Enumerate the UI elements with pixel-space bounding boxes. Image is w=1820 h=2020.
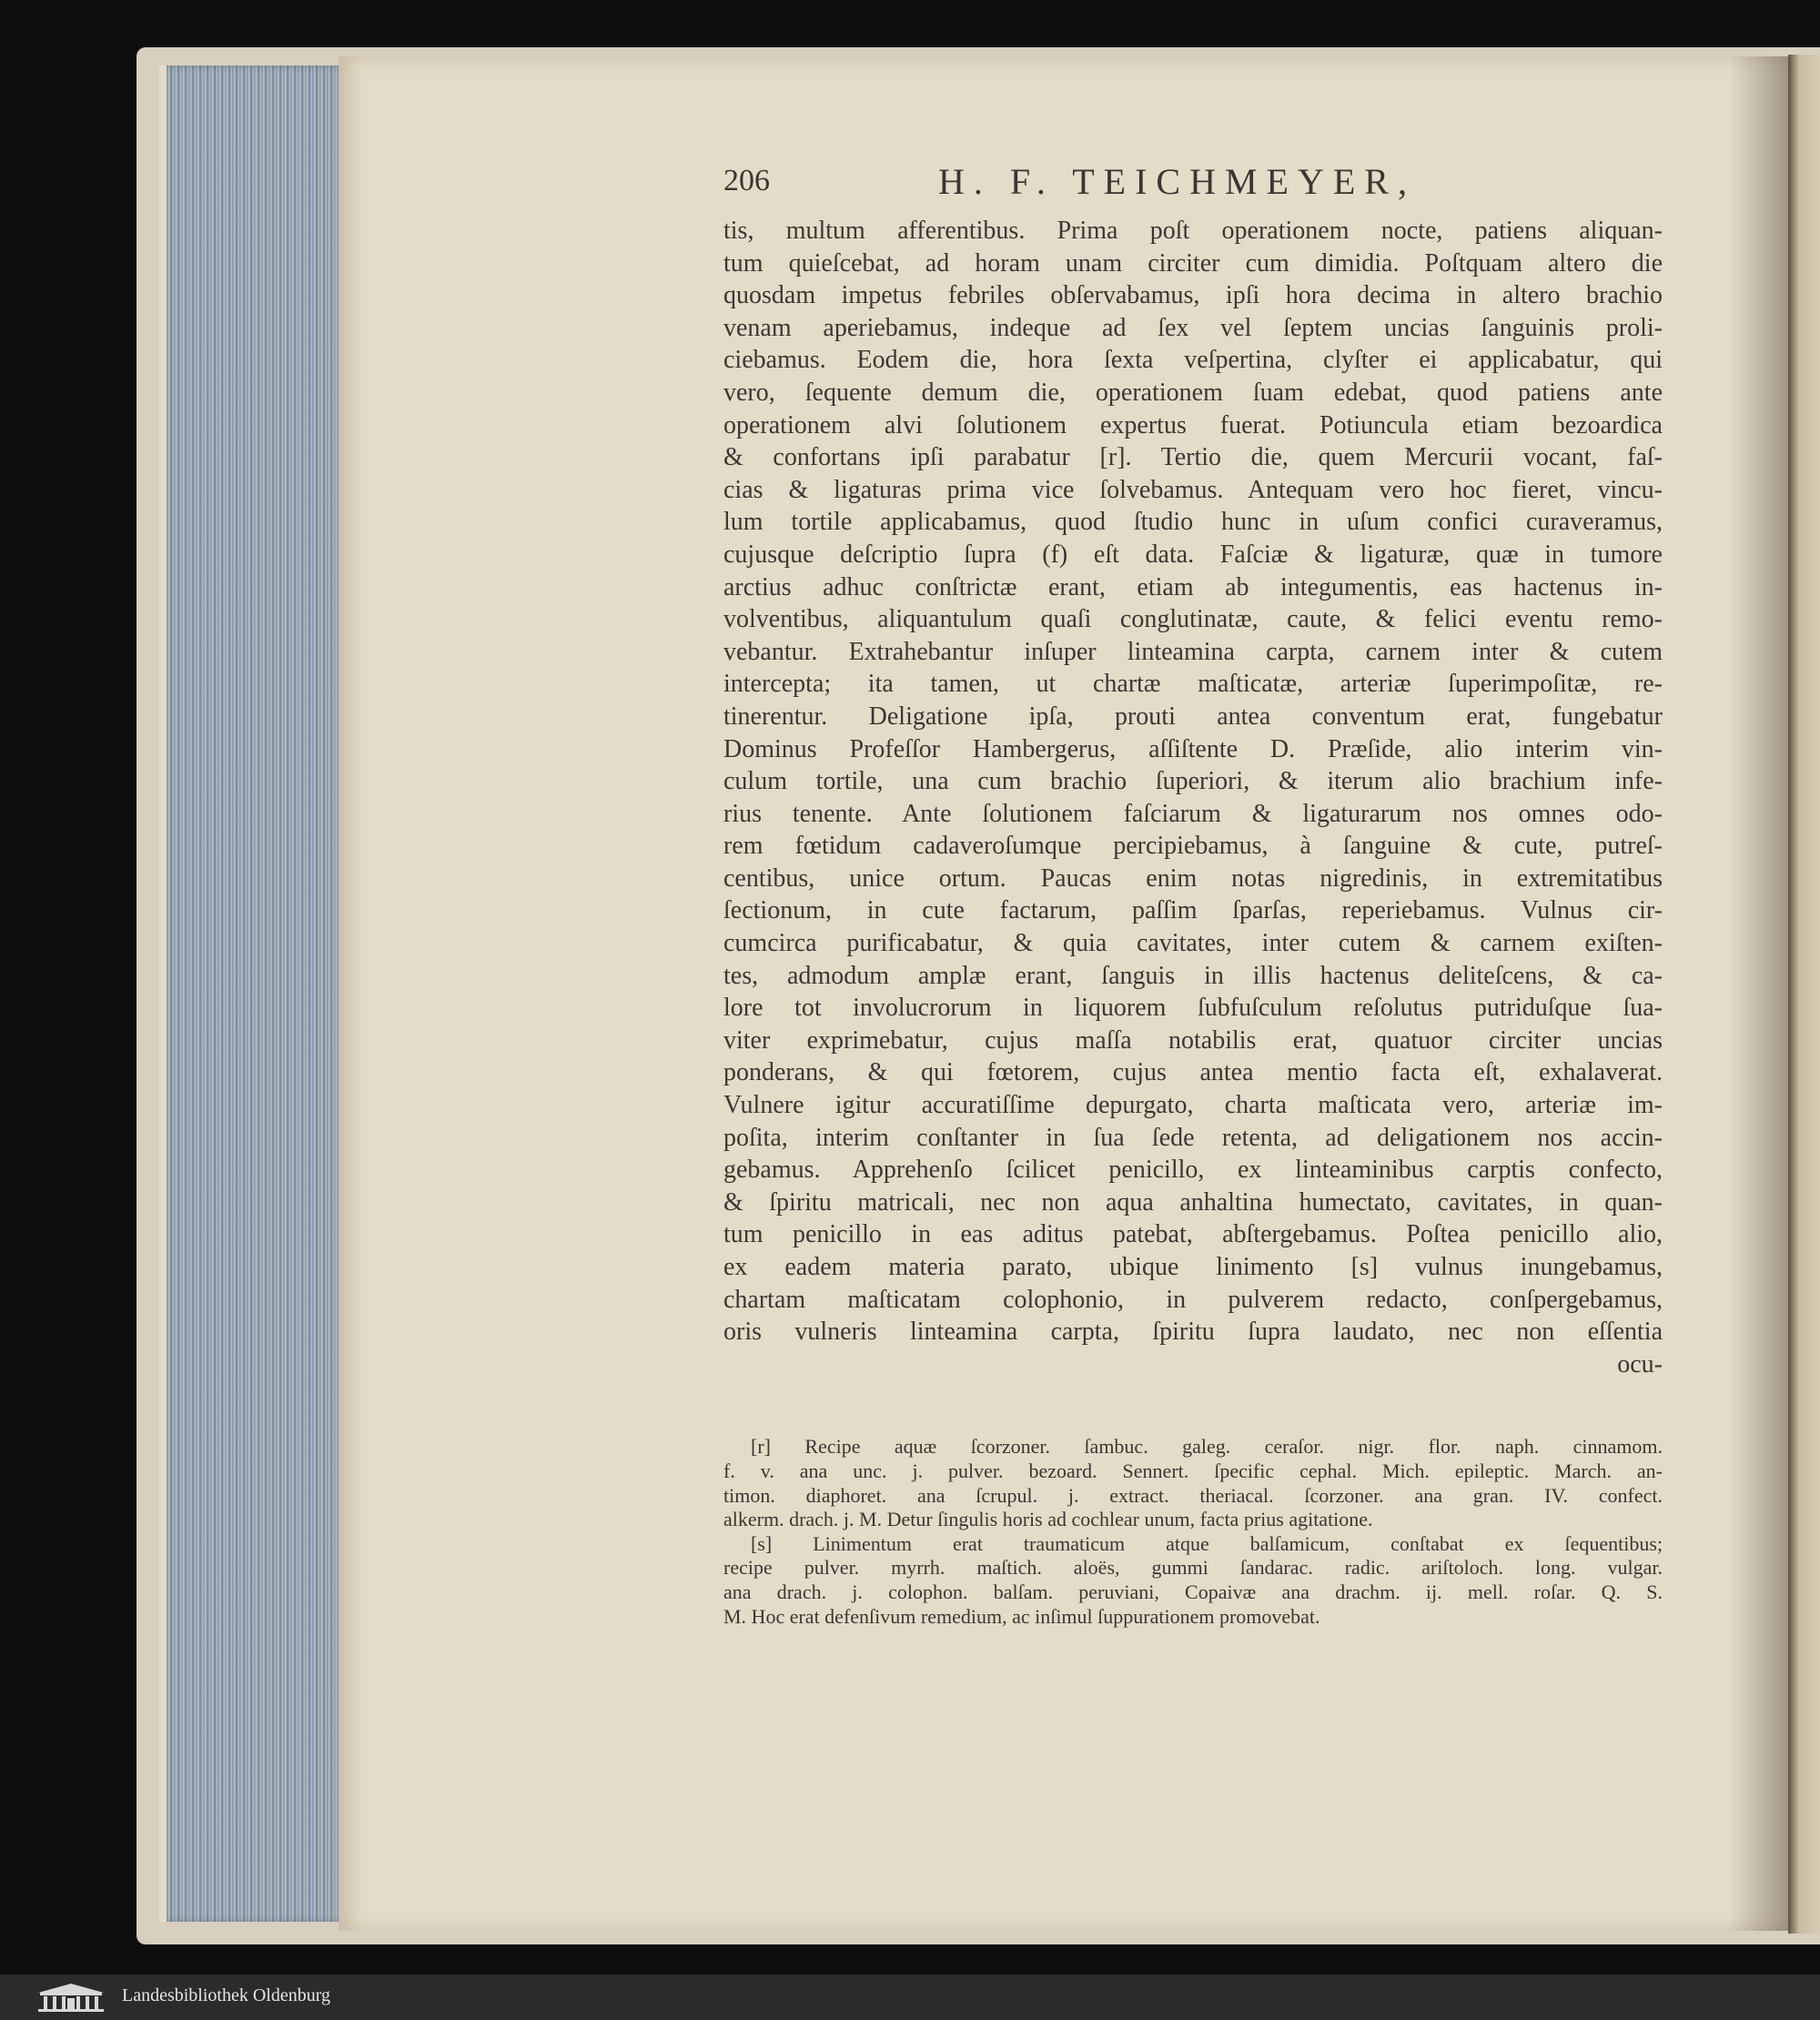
footnote-line: alkerm. drach. j. M. Detur ſingulis horis ad cochlear unum, facta prius agitatione.: [723, 1508, 1373, 1531]
body-line: cias & ligaturas prima vice ſolvebamus. Antequam vero hoc fieret, vincu-: [723, 475, 1663, 504]
body-line: ocu-: [1617, 1349, 1663, 1379]
gutter-shadow: [1729, 56, 1793, 1931]
facing-page-edge: [1788, 55, 1820, 1934]
body-line: ponderans, & qui fœtorem, cujus antea mentio facta eſt, exhalaverat.: [723, 1058, 1663, 1087]
footnote-line: f. v. ana unc. j. pulver. bezoard. Sennert. ſpecific cephal. Mich. epileptic. March. an-: [723, 1459, 1663, 1482]
body-line: oris vulneris linteamina carpta, ſpiritu ſupra laudato, nec non eſſentia: [723, 1318, 1663, 1347]
body-text: [723, 215, 1663, 1380]
running-head: H. F. TEICHMEYER,: [938, 161, 1416, 202]
page-text-block: [723, 157, 1663, 1629]
body-line: tes, admodum amplæ erant, ſanguis in illis hactenus deliteſcens, & ca-: [723, 961, 1663, 990]
library-building-icon: [36, 1982, 106, 2013]
body-line: vebantur. Extrahebantur inſuper linteamina carpta, carnem inter & cutem: [723, 637, 1663, 666]
body-line: ex eadem materia parato, ubique linimento [s] vulnus inungebamus,: [723, 1253, 1663, 1281]
body-line: tum penicillo in eas aditus patebat, abſtergebamus. Poſtea penicillo alio,: [723, 1220, 1663, 1249]
body-line: centibus, unice ortum. Paucas enim notas nigredinis, in extremitatibus: [723, 864, 1663, 893]
body-line: intercepta; ita tamen, ut chartæ maſticatæ, arteriæ ſuperimpoſitæ, re-: [723, 670, 1663, 699]
footnote-line: ana drach. j. colophon. balſam. peruviani, Copaivæ ana drachm. ij. mell. roſar. Q. S.: [723, 1580, 1663, 1603]
body-line: tinerentur. Deligatione ipſa, prouti antea conventum erat, fungebatur: [723, 702, 1663, 731]
body-line: cumcirca purificabatur, & quia cavitates, inter cutem & carnem exiſten-: [723, 929, 1663, 958]
body-line: tis, multum afferentibus. Prima poſt operationem nocte, patiens aliquan-: [723, 217, 1663, 245]
footnote-line: M. Hoc erat defenſivum remedium, ac inſimul ſuppurationem promovebat.: [723, 1604, 1320, 1628]
page-number: 206: [723, 164, 770, 197]
body-line: lore tot involucrorum in liquorem ſubfuſculum reſolutus putriduſque ſua-: [723, 994, 1663, 1023]
body-line: Dominus Profeſſor Hambergerus, aſſiſtente D. Præſide, alio interim vin-: [723, 734, 1663, 763]
body-line: volventibus, aliquantulum quaſi conglutinatæ, caute, & felici eventu remo-: [723, 605, 1663, 634]
footnotes: [723, 1435, 1663, 1629]
body-line: Vulnere igitur accuratiſſime depurgato, charta maſticata vero, arteriæ im-: [723, 1091, 1663, 1120]
body-line: chartam maſticatam colophonio, in pulverem redacto, conſpergebamus,: [723, 1285, 1663, 1314]
body-line: rius tenente. Ante ſolutionem faſciarum & ligaturarum nos omnes odo-: [723, 799, 1663, 828]
body-line: ſectionum, in cute factarum, paſſim ſparſas, reperiebamus. Vulnus cir-: [723, 896, 1663, 925]
body-line: arctius adhuc conſtrictæ erant, etiam ab integumentis, eas hactenus in-: [723, 572, 1663, 601]
body-line: gebamus. Apprehenſo ſcilicet penicillo, ex linteaminibus carptis confecto,: [723, 1156, 1663, 1185]
body-line: quosdam impetus febriles obſervabamus, ipſi hora decima in altero brachio: [723, 281, 1663, 310]
body-line: & ſpiritu matricali, nec non aqua anhaltina humectato, cavitates, in quan-: [723, 1187, 1663, 1217]
footnote-line: [r] Recipe aquæ ſcorzoner. ſambuc. galeg. ceraſor. nigr. flor. naph. cinnamom.: [751, 1435, 1663, 1459]
footnote-line: timon. diaphoret. ana ſcrupul. j. extract. theriacal. ſcorzoner. ana gran. IV. confect.: [723, 1483, 1663, 1507]
body-line: rem fœtidum cadaveroſumque percipiebamus, à ſanguine & cute, putreſ-: [723, 832, 1663, 861]
body-line: viter exprimebatur, cujus maſſa notabilis erat, quatuor circiter uncias: [723, 1025, 1663, 1055]
library-name: Landesbibliothek Oldenburg: [122, 1985, 331, 2005]
body-line: tum quieſcebat, ad horam unam circiter cum dimidia. Poſtquam altero die: [723, 248, 1663, 278]
footnote-line: [s] Linimentum erat traumaticum atque balſamicum, conſtabat ex ſequentibus;: [751, 1531, 1663, 1555]
body-line: vero, ſequente demum die, operationem ſuam edebat, quod patiens ante: [723, 378, 1663, 407]
body-line: & confortans ipſi parabatur [r]. Tertio die, quem Mercurii vocant, faſ-: [723, 443, 1663, 472]
body-line: operationem alvi ſolutionem expertus fuerat. Potiuncula etiam bezoardica: [723, 410, 1663, 439]
body-line: poſita, interim conſtanter in ſua ſede retenta, ad deligationem nos accin-: [723, 1123, 1663, 1152]
body-line: culum tortile, una cum brachio ſuperiori, & iterum alio brachium infe-: [723, 767, 1663, 796]
footer-bar: [0, 1975, 1820, 2020]
body-line: ciebamus. Eodem die, hora ſexta veſpertina, clyſter ei applicabatur, qui: [723, 346, 1663, 375]
page-edges: [159, 66, 349, 1922]
body-line: cujusque deſcriptio ſupra (f) eſt data. Faſciæ & ligaturæ, quæ in tumore: [723, 540, 1663, 569]
page-header: [723, 157, 1663, 211]
body-line: lum tortile applicabamus, quod ſtudio hunc in uſum confici curaveramus,: [723, 508, 1663, 537]
body-line: venam aperiebamus, indeque ad ſex vel ſeptem uncias ſanguinis proli-: [723, 313, 1663, 342]
footnote-line: recipe pulver. myrrh. maſtich. aloës, gummi ſandarac. radic. ariſtoloch. long. vulgar.: [723, 1556, 1663, 1580]
